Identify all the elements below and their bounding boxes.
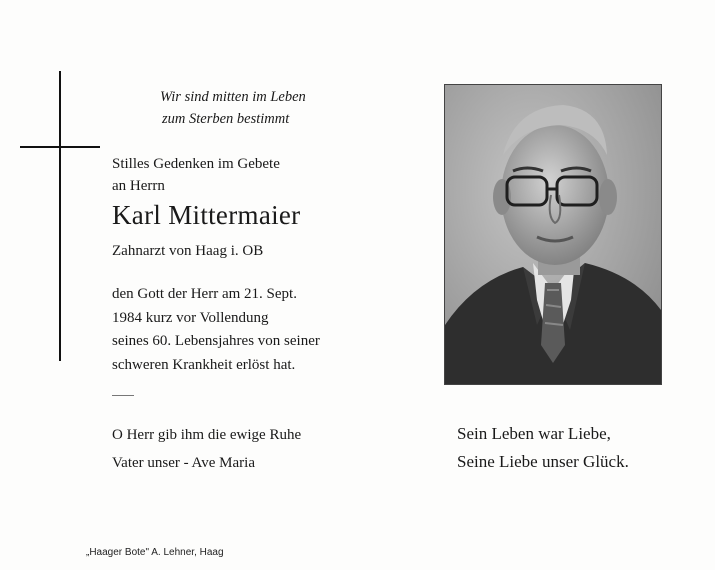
intro-line-1: Stilles Gedenken im Gebete [112, 156, 280, 172]
prayer-line-2: Vater unser - Ave Maria [112, 455, 255, 471]
death-notice-text [112, 283, 320, 377]
prayer-line-1: O Herr gib ihm die ewige Ruhe [112, 427, 302, 443]
quote [457, 420, 629, 476]
text-line: 1984 kurz vor Vollendung [112, 309, 269, 326]
text-line: den Gott der Herr am 21. Sept. [112, 286, 297, 302]
deceased-name: Karl Mittermaier [112, 200, 301, 230]
quote-line-2: Seine Liebe unser Glück. [457, 452, 629, 471]
cross-icon-bar [20, 146, 100, 148]
quote-line-1: Sein Leben war Liebe, [457, 424, 611, 443]
portrait-photo [444, 84, 662, 385]
cross-icon [59, 71, 61, 361]
printer-imprint: „Haager Bote" A. Lehner, Haag [86, 547, 224, 558]
text-line: seines 60. Lebensjahres von seiner [112, 333, 320, 349]
motto-line-1: Wir sind mitten im Leben [160, 89, 306, 105]
intro [112, 153, 280, 197]
deceased-profession: Zahnarzt von Haag i. OB [112, 243, 264, 259]
text-line: schweren Krankheit erlöst hat. [112, 356, 296, 373]
divider [112, 395, 134, 396]
motto-line-2: zum Sterben bestimmt [162, 111, 290, 127]
intro-line-2: an Herrn [112, 178, 165, 194]
motto [160, 86, 306, 130]
prayer [112, 421, 301, 477]
